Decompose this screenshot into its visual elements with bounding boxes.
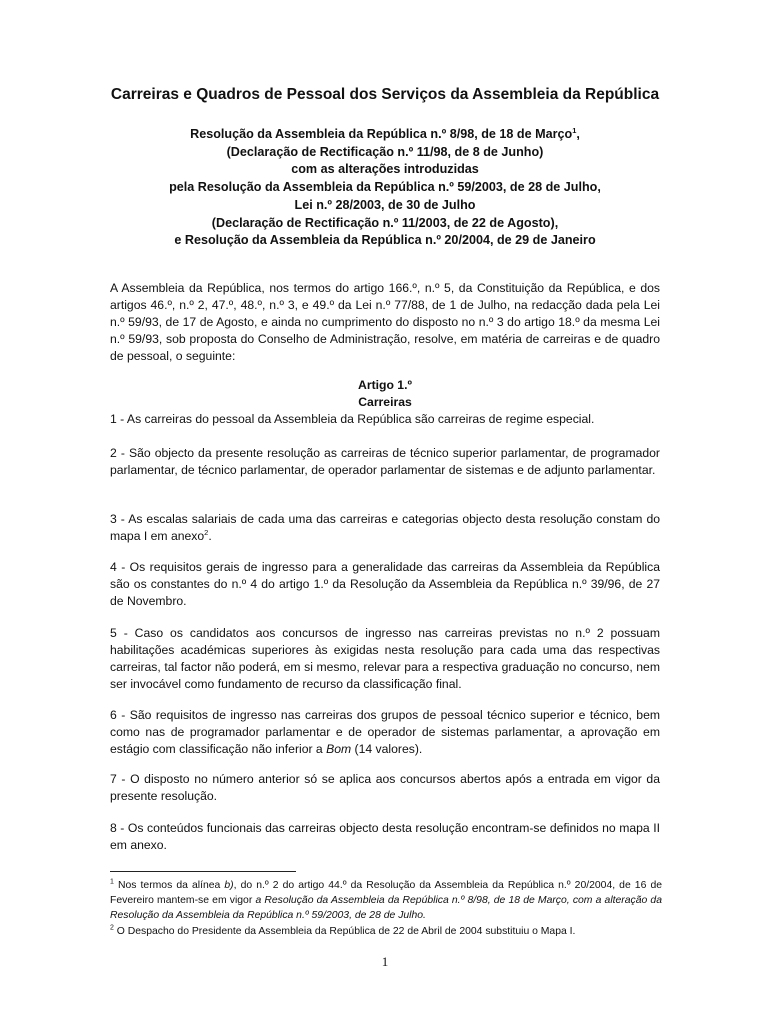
paragraph-2: 2 - São objecto da presente resolução as carreiras de técnico superior parlamentar, de programador parlamentar, de técnico parlamentar, de operador parlamentar de sistemas e de adjunto parlamentar.: [110, 446, 660, 477]
page-number: 1: [381, 954, 389, 969]
reference-line-7: e Resolução da Assembleia da República n.º 20/2004, de 29 de Janeiro: [174, 233, 596, 248]
footnote-2: $^2$ O Despacho do Presidente da Assembleia da República de 22 de Abril de 2004 substituiu o Mapa I.: [110, 924, 576, 937]
footnote-ref-1[interactable]: 1: [572, 125, 577, 135]
legal-references: [0, 126, 770, 250]
paragraph-3: 3 - As escalas salariais de cada uma das carreiras e categorias objecto desta resolução constam do mapa I em anexo$^2$.: [110, 512, 660, 543]
reference-line-5: Lei n.º 28/2003, de 30 de Julho: [294, 197, 476, 212]
footnote-ref-2[interactable]: 2: [204, 527, 209, 537]
reference-line-4: pela Resolução da Assembleia da República n.º 59/2003, de 28 de Julho,: [169, 180, 601, 195]
paragraph-4: 4 - Os requisitos gerais de ingresso para a generalidade das carreiras da Assembleia da República são os constantes do n.º 4 do artigo 1.º da Resolução da Assembleia da República n.º 39/96, de 27 de Novembro.: [110, 560, 660, 608]
footnote-1: $^1$ Nos termos da alínea b), do n.º 2 do artigo 44.º da Resolução da Assembleia da República n.º 20/2004, de 16 de Fevereiro mantem-se em vigor a Resolução da Assembleia da República n.º 8/98, de 18 de Março, com a alteração da Resolução da Assembleia da República n.º 59/2003, de 28 de Julho.: [110, 878, 662, 922]
paragraph-6: 6 - São requisitos de ingresso nas carreiras dos grupos de pessoal técnico superior e técnico, bem como nas de programador parlamentar e de operador de sistemas parlamentar, a aprovação em estágio com classificação não inferior a Bom (14 valores).: [110, 708, 660, 756]
footnote-separator: [110, 871, 296, 872]
reference-line-6: (Declaração de Rectificação n.º 11/2003, de 22 de Agosto),: [211, 215, 559, 230]
document-title: Carreiras e Quadros de Pessoal dos Serviços da Assembleia da República: [110, 86, 660, 103]
paragraph-5: 5 - Caso os candidatos aos concursos de ingresso nas carreiras previstas no n.º 2 possuam habilitações académicas superiores às exigidas nesta resolução para cada uma das respectivas carreiras, tal factor não poderá, em si mesmo, relevar para a respectiva graduação no concurso, nem ser invocável como fundamento de recurso da classificação final.: [110, 626, 660, 691]
paragraph-1: 1 - As carreiras do pessoal da Assembleia da República são carreiras de regime especial.: [110, 412, 595, 426]
preamble: A Assembleia da República, nos termos do artigo 166.º, n.º 5, da Constituição da República, e dos artigos 46.º, n.º 2, 47.º, 48.º, n.º 3, e 49.º da Lei n.º 77/88, de 1 de Julho, na redacção dada pela Lei n.º 59/93, de 17 de Agosto, e ainda no cumprimento do disposto no n.º 3 do artigo 18.º da mesma Lei n.º 59/93, sob proposta do Conselho de Administração, resolve, em matéria de carreiras e de quadro de pessoal, o seguinte:: [110, 281, 660, 363]
reference-line-2: (Declaração de Rectificação n.º 11/98, de 8 de Junho): [226, 144, 544, 159]
paragraph-7: 7 - O disposto no número anterior só se aplica aos concursos abertos após a entrada em vigor da presente resolução.: [110, 772, 660, 803]
reference-line-1: Resolução da Assembleia da República n.º 8/98, de 18 de Março$^1$,: [190, 125, 580, 141]
paragraph-8: 8 - Os conteúdos funcionais das carreiras objecto desta resolução encontram-se definidos no mapa II em anexo.: [110, 821, 660, 852]
article-number: Artigo 1.º: [358, 378, 412, 392]
article-heading: Carreiras: [358, 395, 412, 409]
reference-line-3: com as alterações introduzidas: [291, 162, 479, 177]
footnotes: [110, 878, 662, 939]
